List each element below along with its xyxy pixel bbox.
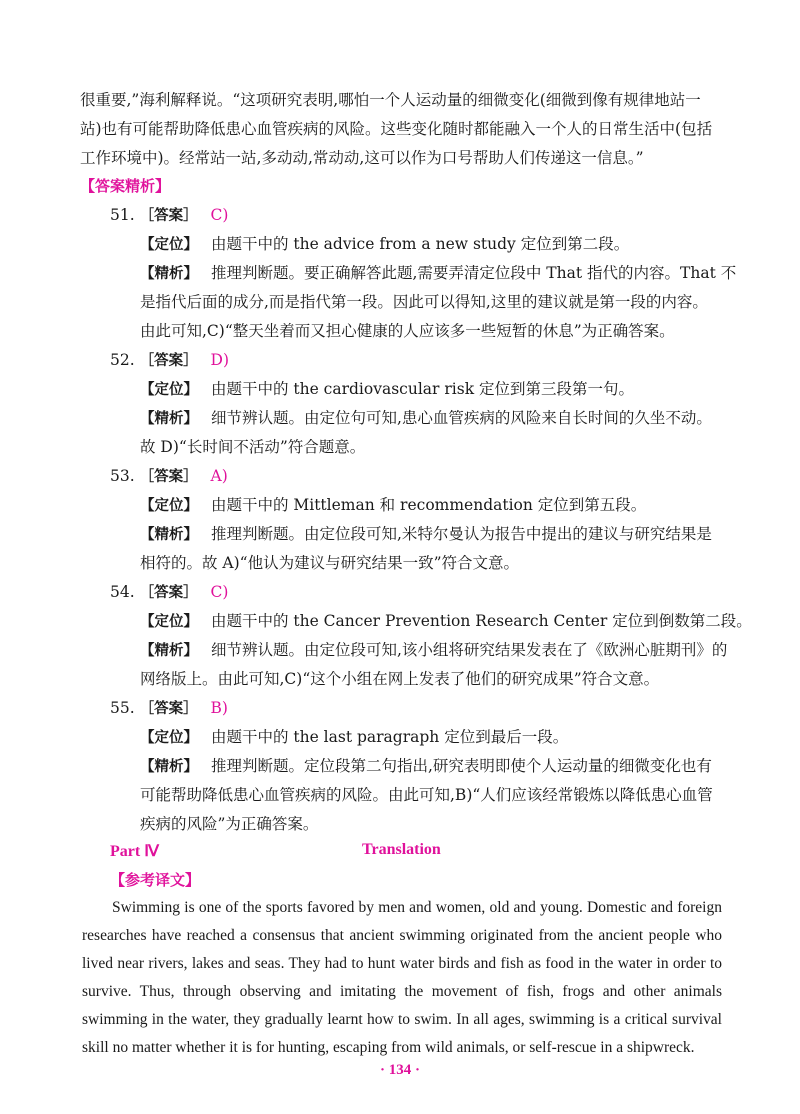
- answer-label: ［答案］: [139, 353, 198, 369]
- question-53-locate: [140, 493, 720, 518]
- question-55-locate: [140, 725, 720, 750]
- answer-value: D): [210, 351, 230, 369]
- part-title: Translation: [362, 841, 441, 858]
- question-54-answer-row: [110, 580, 750, 605]
- locate-label: 【定位】: [140, 730, 198, 746]
- analysis-label: 【精析】: [140, 411, 198, 427]
- analysis-text: 细节辨认题。由定位句可知,患心血管疾病的风险来自长时间的久坐不动。: [210, 409, 712, 427]
- page-number: · 134 ·: [379, 1062, 420, 1078]
- locate-text: 由题干中的 the last paragraph 定位到最后一段。: [210, 728, 569, 746]
- answer-value: B): [210, 699, 228, 717]
- analysis-text: 细节辨认题。由定位段可知,该小组将研究结果发表在了《欧洲心脏期刊》的: [210, 641, 728, 659]
- question-number: 55.: [110, 699, 135, 717]
- analysis-continuation: 是指代后面的成分,而是指代第一段。因此可以得知,这里的建议就是第一段的内容。: [140, 293, 708, 311]
- locate-text: 由题干中的 the Cancer Prevention Research Center 定位到倒数第二段。: [210, 612, 752, 630]
- analysis-continuation: 疾病的风险”为正确答案。: [140, 815, 319, 833]
- question-54-locate: [140, 609, 752, 634]
- answer-label: ［答案］: [139, 469, 198, 485]
- intro-line-3: 工作环境中)。经常站一站,多动动,常动动,这可以作为口号帮助人们传递这一信息。”: [80, 149, 644, 167]
- analysis-continuation: 相符的。故 A)“他认为建议与研究结果一致”符合文意。: [140, 554, 520, 572]
- question-54-analysis: [140, 638, 728, 663]
- answer-label: ［答案］: [139, 208, 198, 224]
- answer-label: ［答案］: [139, 701, 198, 717]
- analysis-label: 【精析】: [140, 759, 198, 775]
- reference-translation-title: 【参考译文】: [110, 871, 201, 889]
- locate-text: 由题干中的 Mittleman 和 recommendation 定位到第五段。: [210, 496, 647, 514]
- question-51-answer-row: [110, 203, 750, 228]
- question-52-locate: [140, 377, 720, 402]
- answer-value: C): [210, 206, 229, 224]
- locate-label: 【定位】: [140, 237, 198, 253]
- analysis-text: 推理判断题。由定位段可知,米特尔曼认为报告中提出的建议与研究结果是: [210, 525, 712, 543]
- question-55-answer-row: [110, 696, 750, 721]
- question-53-answer-row: [110, 464, 750, 489]
- analysis-continuation: 可能帮助降低患心血管疾病的风险。由此可知,B)“人们应该经常锻炼以降低患心血管: [140, 786, 713, 804]
- answer-value: C): [210, 583, 229, 601]
- question-number: 51.: [110, 206, 135, 224]
- analysis-label: 【精析】: [140, 527, 198, 543]
- question-55-analysis: [140, 754, 720, 779]
- locate-label: 【定位】: [140, 498, 198, 514]
- analysis-continuation: 网络版上。由此可知,C)“这个小组在网上发表了他们的研究成果”符合文意。: [140, 670, 660, 688]
- question-number: 54.: [110, 583, 135, 601]
- question-52-analysis: [140, 406, 720, 431]
- analysis-label: 【精析】: [140, 643, 198, 659]
- question-51-locate: [140, 232, 720, 257]
- question-53-analysis: [140, 522, 720, 547]
- answer-label: ［答案］: [139, 585, 198, 601]
- question-51-analysis: [140, 261, 737, 286]
- locate-label: 【定位】: [140, 614, 198, 630]
- question-52-answer-row: [110, 348, 750, 373]
- analysis-continuation: 故 D)“长时间不活动”符合题意。: [140, 438, 366, 456]
- translation-paragraph: Swimming is one of the sports favored by men and women, old and young. Domestic and foreign researches have reached a consensus that ancient swimming originated from the ancient people who lived near rivers, lakes and seas. They had to hunt water birds and fish as food in the water in order to survive. Thus, through observing and imitating the movement of fish, frogs and other animals swimming in the water, they gradually learnt how to swim. In all ages, swimming is a critical survival skill no matter whether it is for hunting, escaping from wild animals, or self-rescue in a shipwreck.: [82, 899, 722, 1056]
- intro-line-1: 很重要,”海利解释说。“这项研究表明,哪怕一个人运动量的细微变化(细微到像有规律地站一: [80, 91, 701, 109]
- analysis-text: 推理判断题。要正确解答此题,需要弄清定位段中 That 指代的内容。That 不: [210, 264, 737, 282]
- answer-value: A): [210, 467, 228, 485]
- analysis-text: 推理判断题。定位段第二句指出,研究表明即使个人运动量的细微变化也有: [210, 757, 712, 775]
- answer-section-title: 【答案精析】: [80, 177, 171, 195]
- part-label: Part Ⅳ: [110, 843, 159, 860]
- analysis-continuation: 由此可知,C)“整天坐着而又担心健康的人应该多一些短暂的休息”为正确答案。: [140, 322, 675, 340]
- locate-label: 【定位】: [140, 382, 198, 398]
- analysis-label: 【精析】: [140, 266, 198, 282]
- locate-text: 由题干中的 the advice from a new study 定位到第二段。: [210, 235, 630, 253]
- question-number: 53.: [110, 467, 135, 485]
- question-number: 52.: [110, 351, 135, 369]
- intro-line-2: 站)也有可能帮助降低患心血管疾病的风险。这些变化随时都能融入一个人的日常生活中(包括: [80, 120, 713, 138]
- locate-text: 由题干中的 the cardiovascular risk 定位到第三段第一句。: [210, 380, 635, 398]
